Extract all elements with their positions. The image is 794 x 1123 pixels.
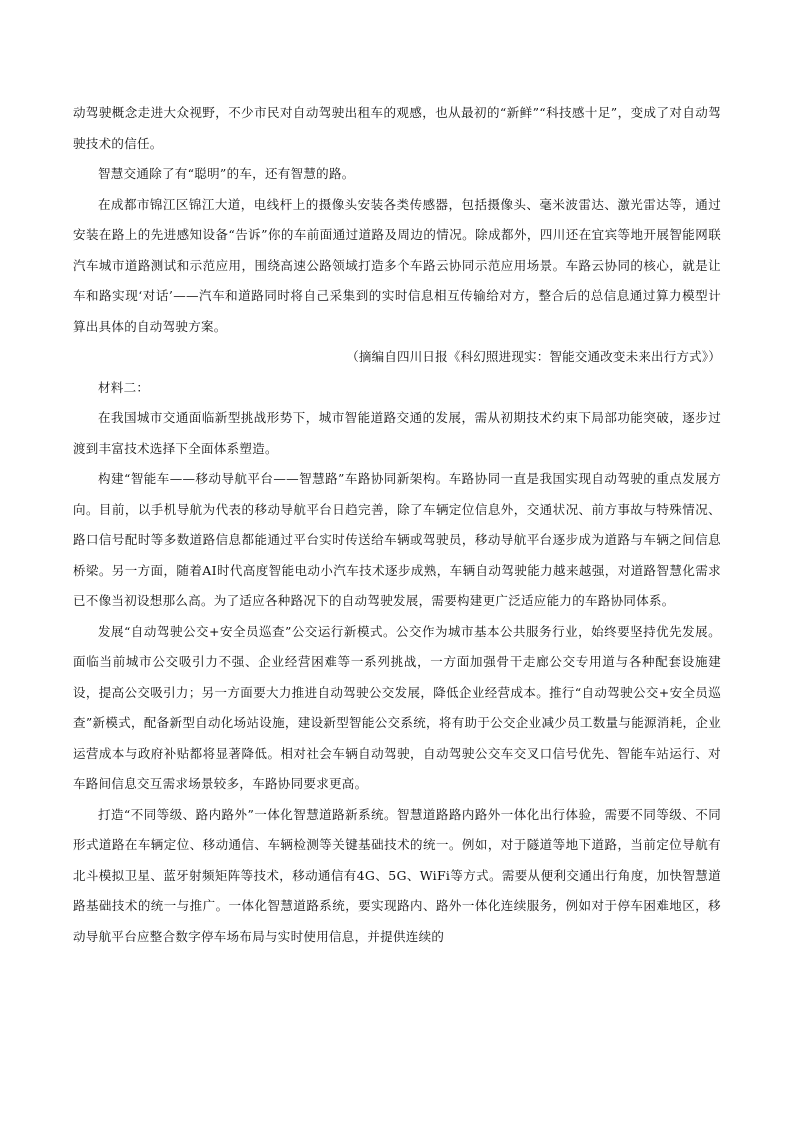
- paragraph-2: 智慧交通除了有“聪明”的车，还有智慧的路。: [98, 166, 355, 181]
- paragraph-1: 动驾驶概念走进大众视野，不少市民对自动驾驶出租车的观感，也从最初的“新鲜”“科技感十足”，变成了对自动驾驶技术的信任。: [73, 105, 721, 151]
- paragraph-6: 发展“自动驾驶公交+安全员巡查”公交运行新模式。公交作为城市基本公共服务行业，始终要坚持优先发展。面临当前城市公交吸引力不强、企业经营困难等一系列挑战，一方面加强骨干走廊公交专用道与各种配套设施建设，提高公交吸引力；另一方面要大力推进自动驾驶公交发展，降低企业经营成本。推行“自动驾驶公交+安全员巡查”新模式，配备新型自动化场站设施，建设新型智能公交系统，将有助于公交企业减少员工数量与能源消耗，企业运营成本与政府补贴都将显著降低。相对社会车辆自动驾驶，自动驾驶公交车交叉口信号优先、智能车站运行、对车路间信息交互需求场景较多，车路协同要求更高。: [73, 623, 721, 791]
- material-2-heading: 材料二：: [98, 379, 150, 395]
- source-citation: （摘编自四川日报《科幻照进现实：智能交通改变未来出行方式》）: [346, 349, 721, 364]
- paragraph-5: 构建“智能车——移动导航平台——智慧路”车路协同新架构。车路协同一直是我国实现自动驾驶的重点发展方向。目前，以手机导航为代表的移动导航平台日趋完善，除了车辆定位信息外，交通状况、前方事故与特殊情况、路口信号配时等多数道路信息都能通过平台实时传送给车辆或驾驶员，移动导航平台逐步成为道路与车辆之间信息桥梁。另一方面，随着AI时代高度智能电动小汽车技术逐步成熟，车辆自动驾驶能力越来越强，对道路智慧化需求已不像当初设想那么高。为了适应各种路况下的自动驾驶发展，需要构建更广泛适应能力的车路协同体系。: [73, 471, 721, 608]
- article-body: [73, 98, 721, 952]
- paragraph-3: 在成都市锦江区锦江大道，电线杆上的摄像头安装各类传感器，包括摄像头、毫米波雷达、激光雷达等，通过安装在路上的先进感知设备“告诉”你的车前面通过道路及周边的情况。除成都外，四川还在宜宾等地开展智能网联汽车城市道路测试和示范应用，围绕高速公路领域打造多个车路云协同示范应用场景。车路云协同的核心，就是让车和路实现‘对话’——汽车和道路同时将自己采集到的实时信息相互传输给对方，整合后的总信息通过算力模型计算出具体的自动驾驶方案。: [73, 196, 721, 334]
- paragraph-4: 在我国城市交通面临新型挑战形势下，城市智能道路交通的发展，需从初期技术约束下局部功能突破，逐步过渡到丰富技术选择下全面体系塑造。: [73, 410, 721, 456]
- paragraph-7: 打造“不同等级、路内路外”一体化智慧道路新系统。智慧道路路内路外一体化出行体验，需要不同等级、不同形式道路在车辆定位、移动通信、车辆检测等关键基础技术的统一。例如，对于隧道等地下道路，当前定位导航有北斗模拟卫星、蓝牙射频矩阵等技术，移动通信有4G、5G、WiFi等方式。需要从便利交通出行角度，加快智慧道路基础技术的统一与推广。一体化智慧道路系统，要实现路内、路外一体化连续服务，例如对于停车困难地区，移动导航平台应整合数字停车场布局与实时使用信息，并提供连续的: [73, 806, 721, 944]
